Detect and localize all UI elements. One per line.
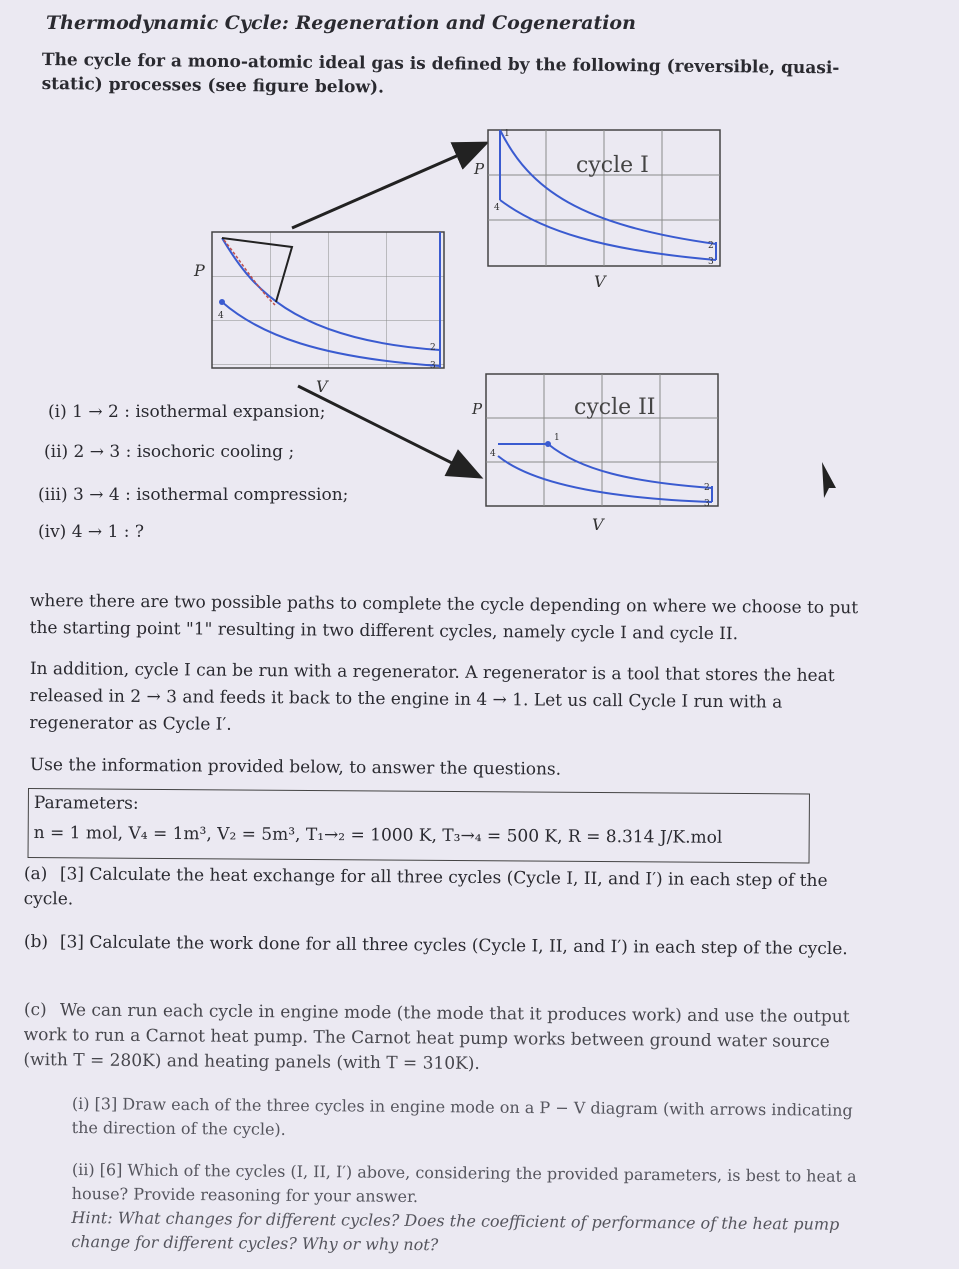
intro-text: The cycle for a mono-atomic ideal gas is defined by the following (reversible, quasi-static) processes (see figure below).	[41, 49, 840, 98]
main-pv-plot	[212, 232, 444, 368]
step-1: (i) 1 → 2 : isothermal expansion;	[48, 402, 326, 422]
question-a	[24, 862, 874, 919]
question-a-label: (a)	[23, 863, 48, 885]
paragraph-regenerator: In addition, cycle I can be run with a regenerator. A regenerator is a tool that stores the heat released in 2 → 3 and feeds it back to the engine in 4 → 1. Let us call Cycle I run with a regenerator as Cycle I′.	[29, 658, 835, 735]
page-title: Thermodynamic Cycle: Regeneration and Cogeneration	[46, 12, 636, 34]
arrow-to-cycle-II	[298, 386, 478, 476]
main-x-label: V	[316, 377, 328, 396]
parameters-box	[28, 788, 810, 863]
question-c-label: (c)	[23, 999, 47, 1021]
cycle-II-point-4: 4	[490, 449, 496, 459]
cycle-II-label: cycle II	[574, 395, 656, 420]
step-3: (iii) 3 → 4 : isothermal compression;	[38, 485, 349, 505]
cycle-II-plot	[486, 374, 718, 506]
step-4: (iv) 4 → 1 : ?	[38, 522, 145, 542]
subquestion-i-text: [3] Draw each of the three cycles in engine mode on a P − V diagram (with arrows indicating the direction of the cycle).	[71, 1094, 853, 1139]
main-point-4: 4	[218, 311, 224, 321]
cycle-I-x-label: V	[594, 272, 606, 291]
question-c-text: We can run each cycle in engine mode (the mode that it produces work) and use the output work to run a Carnot heat pump. The Carnot heat pump works between ground water source (with T = 280K) and heating panels (with T = 310K).	[23, 1000, 850, 1074]
cycle-I-y-label: P	[474, 160, 485, 178]
cycle-II-point-3: 3	[704, 499, 710, 509]
question-b	[24, 930, 874, 962]
subquestion-i	[72, 1092, 862, 1147]
cycle-I-point-4: 4	[494, 203, 500, 213]
cycle-II-point-1: 1	[554, 433, 560, 443]
cycle-I-point-2: 2	[708, 241, 714, 251]
arrow-to-cycle-I	[292, 144, 484, 228]
cycle-I-point-1: 1	[504, 129, 510, 139]
parameters-label: Parameters:	[33, 793, 139, 814]
subquestion-i-label: (i)	[71, 1093, 90, 1114]
paragraph-use-info: Use the information provided below, to answer the questions.	[29, 754, 562, 780]
mouse-cursor-icon	[822, 462, 836, 498]
main-point-2: 2	[430, 343, 436, 353]
parameters-values: n = 1 mol, V₄ = 1m³, V₂ = 5m³, T₁→₂ = 1000 K, T₃→₄ = 500 K, R = 8.314 J/K.mol	[33, 823, 723, 848]
question-b-text: [3] Calculate the work done for all three cycles (Cycle I, II, and I′) in each step of the cycle.	[59, 932, 848, 960]
cycle-I-point-3: 3	[708, 257, 714, 267]
subquestion-ii	[71, 1158, 862, 1261]
subquestion-ii-text: [6] Which of the cycles (I, II, I′) above, considering the provided parameters, is best to heat a house? Provide reasoning for your answer.	[71, 1160, 857, 1207]
cycle-II-point-2: 2	[704, 483, 710, 493]
subquestion-ii-hint: Hint: What changes for different cycles? Does the coefficient of performance of the heat pump change for different cycles? Why or why not?	[71, 1207, 840, 1255]
cycle-II-x-label: V	[592, 515, 604, 534]
subquestion-ii-label: (ii)	[71, 1159, 95, 1180]
cycle-II-y-label: P	[472, 400, 483, 418]
cycle-figure	[0, 110, 959, 540]
cycle-I-label: cycle I	[576, 153, 649, 178]
question-c	[23, 998, 874, 1080]
main-point-3: 3	[430, 361, 436, 371]
main-y-label: P	[194, 261, 205, 280]
paragraph-two-paths: where there are two possible paths to complete the cycle depending on where we choose to put the starting point "1" resulting in two different cycles, namely cycle I and cycle II.	[29, 590, 859, 645]
question-a-text: [3] Calculate the heat exchange for all three cycles (Cycle I, II, and I′) in each step of the cycle.	[23, 864, 828, 910]
question-b-label: (b)	[23, 931, 49, 953]
cycle-I-plot	[488, 130, 720, 266]
step-2: (ii) 2 → 3 : isochoric cooling ;	[44, 442, 295, 462]
